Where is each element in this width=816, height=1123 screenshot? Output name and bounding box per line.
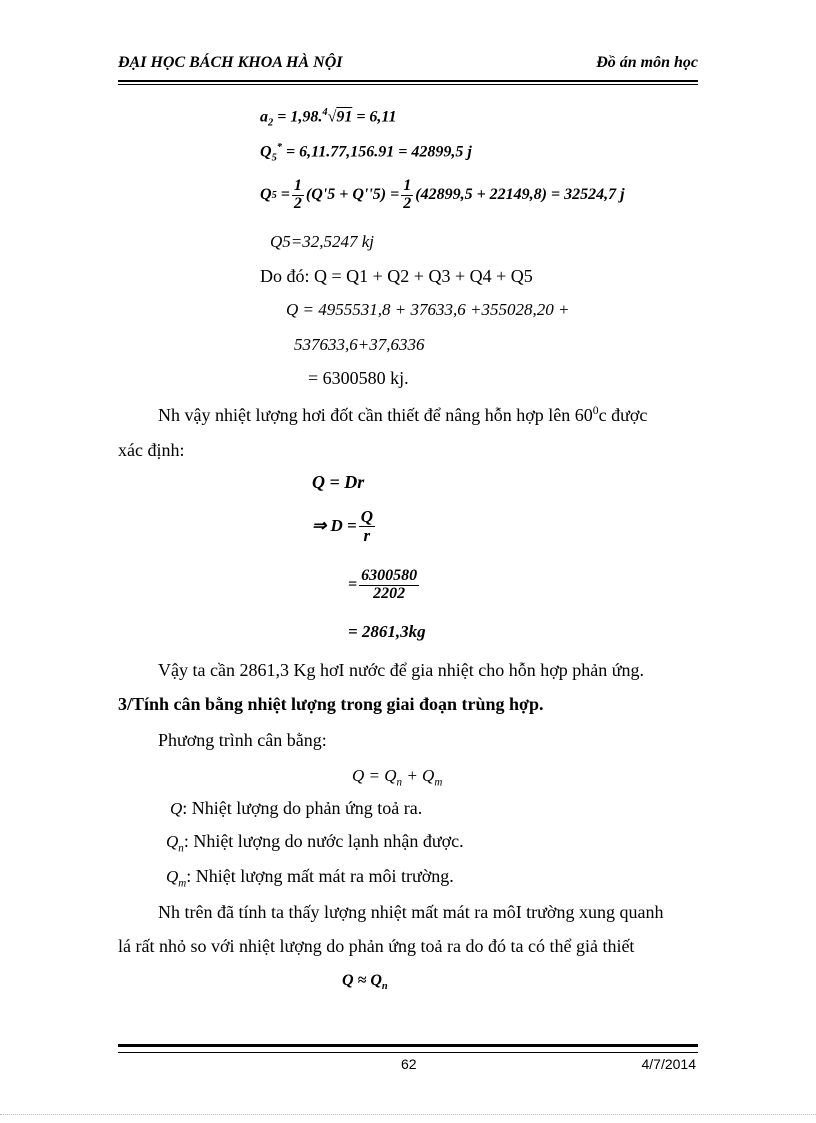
equation-q5-kj: Q5=32,5247 kj — [270, 232, 375, 251]
footer-rule — [118, 1044, 698, 1053]
equation-q-line3: = 6300580 kj. — [308, 368, 409, 388]
paragraph-3-line1: Nh trên đã tính ta thấy lượng nhiệt mất mát ra môI trường xung quanh — [158, 902, 664, 922]
definition-qm: $Q_m$: Nhiệt lượng mất mát ra môi trường. — [166, 866, 454, 890]
definition-q: Q: Nhiệt lượng do phản ứng toả ra. — [170, 798, 423, 818]
equation-q-dr: Q = Dr — [312, 472, 365, 492]
balance-label: Phương trình cân bằng: — [158, 730, 327, 750]
fraction-q-over-r: $\frac{Q}{r}$ — [360, 507, 373, 545]
footer-date: 4/7/2014 — [641, 1056, 696, 1072]
equation-d-value: = $\frac{6300580}{2202}$ — [348, 567, 418, 602]
equation-q-line1: Q = 4955531,8 + 37633,6 +355028,20 + — [286, 300, 570, 319]
definition-qn: $Q_n$: Nhiệt lượng do nước lạnh nhận được. — [166, 831, 464, 855]
equation-d-result: = 2861,3kg — [348, 622, 426, 641]
paragraph-3-line2: lá rất nhỏ so với nhiệt lượng do phản ứng toả ra do đó ta có thể giả thiết — [118, 936, 635, 956]
equation-q-sum: Do đó: Q = Q1 + Q2 + Q3 + Q4 + Q5 — [260, 266, 533, 286]
equation-d-qr: ⇒ D = $\frac{Q}{r}$ — [312, 507, 373, 545]
header-left-title: ĐẠI HỌC BÁCH KHOA HÀ NỘI — [118, 54, 343, 71]
paragraph-1-line1: Nh vậy nhiệt lượng hơi đốt cần thiết để nâng hỗn hợp lên $60^0c$ được — [158, 404, 648, 425]
approx-equation: $Q \approx Q_n$ — [342, 972, 388, 993]
fraction-half-1: $\frac{1}{2}$ — [293, 177, 302, 212]
equation-a2: $a_2 = 1,98.^4√91 = 6,11$ — [260, 107, 397, 129]
paragraph-1-line2: xác định: — [118, 440, 185, 460]
header-right-title: Đồ án môn học — [596, 54, 698, 71]
paragraph-2: Vậy ta cần 2861,3 Kg hơI nước để gia nhiệt cho hỗn hợp phản ứng. — [158, 660, 644, 680]
balance-equation: $Q = Q_n + Q_m$ — [352, 766, 443, 789]
equation-q-line2: 537633,6+37,6336 — [294, 335, 425, 354]
equation-q5-prime: $Q_5^* = 6,11.77,156.91 = 42899,5$ j — [260, 142, 472, 164]
header-rule — [118, 80, 698, 85]
fraction-half-2: $\frac{1}{2}$ — [403, 177, 412, 212]
page-number: 62 — [401, 1056, 417, 1072]
page-bottom-dotted-line — [0, 1114, 816, 1115]
equation-q5-average: Q 5 = $\frac{1}{2}$ (Q'5 + Q''5) = $\frac{1}{2}$ (42899,5 + 22149,8) = 32524,7 j — [260, 177, 625, 212]
fraction-values: $\frac{6300580}{2202}$ — [361, 567, 418, 602]
section-title: 3/Tính cân bằng nhiệt lượng trong giai đoạn trùng hợp. — [118, 694, 544, 714]
